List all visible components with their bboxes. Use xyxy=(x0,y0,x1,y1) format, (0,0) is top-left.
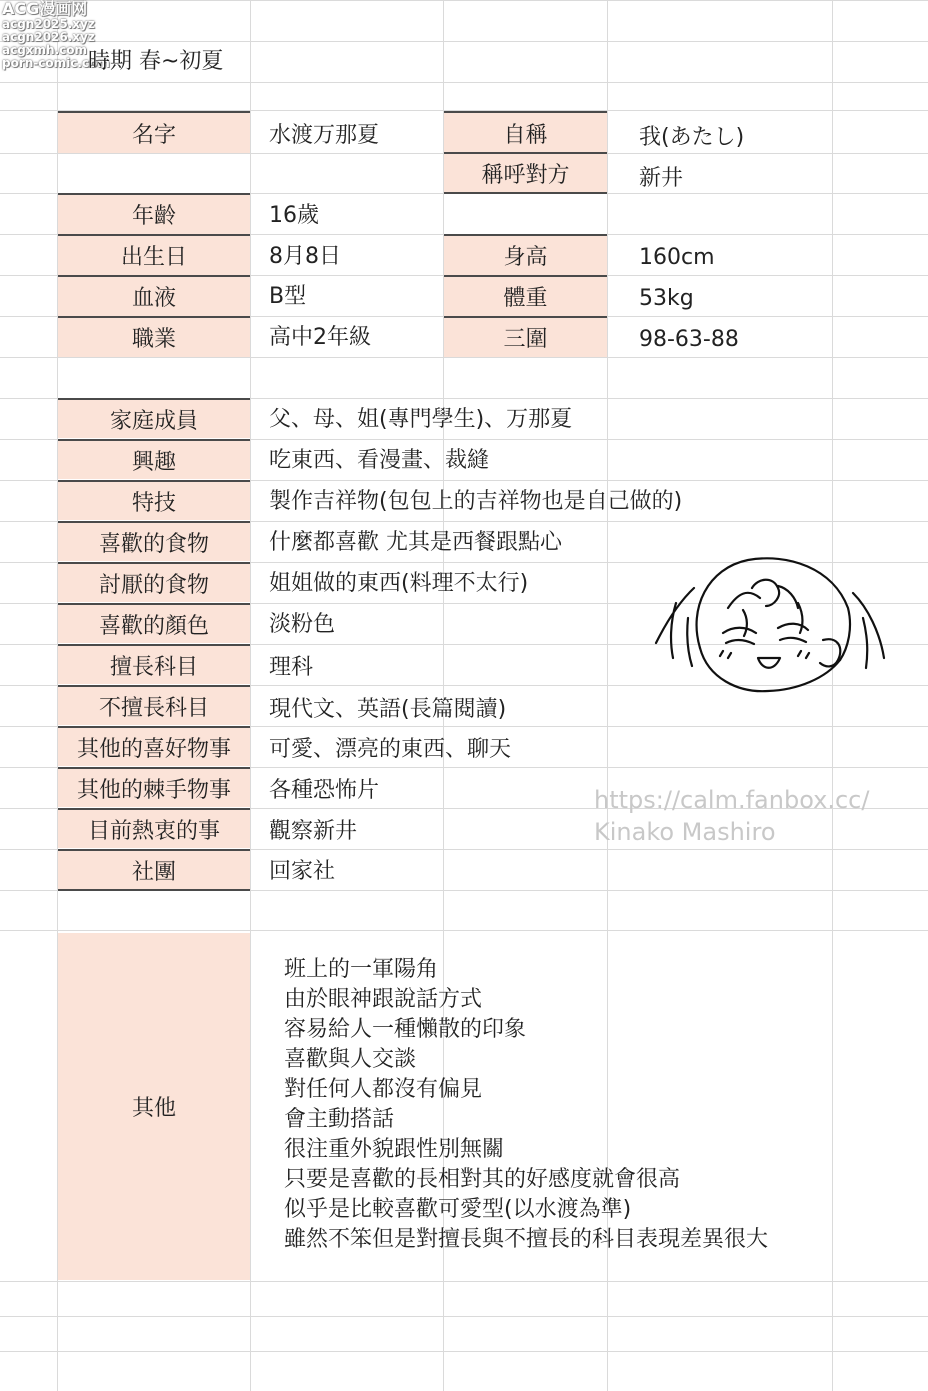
measurements-value: 98-63-88 xyxy=(639,327,739,352)
watermark-line: acgn2026.xyz xyxy=(2,30,95,44)
row-underline xyxy=(58,562,250,564)
other-note-line: 雖然不笨但是對擅長與不擅長的科目表現差異很大 xyxy=(284,1227,769,1252)
occupation-label: 職業 xyxy=(58,318,250,357)
detail-value: 回家社 xyxy=(269,858,336,884)
detail-value: 吃東西、看漫畫、裁縫 xyxy=(269,447,490,473)
detail-label: 興趣 xyxy=(58,441,250,479)
other-note-line: 只要是喜歡的長相對其的好感度就會很高 xyxy=(284,1167,681,1192)
other-label: 其他 xyxy=(58,933,250,1280)
row-underline xyxy=(58,398,250,400)
self-reference-value: 我(あたし) xyxy=(639,124,745,150)
birthday-value: 8月8日 xyxy=(269,244,341,269)
row-underline xyxy=(58,767,250,769)
row-underline xyxy=(444,275,607,277)
row-underline xyxy=(444,192,607,194)
row-underline xyxy=(58,644,250,646)
weight-value: 53kg xyxy=(639,286,694,311)
row-underline xyxy=(58,193,250,195)
detail-value: 各種恐怖片 xyxy=(269,777,380,803)
detail-value: 現代文、英語(長篇閱讀) xyxy=(269,696,507,722)
detail-value: 姐姐做的東西(料理不太行) xyxy=(269,570,529,596)
watermark-line: acgxmh.com xyxy=(2,43,88,57)
detail-label: 不擅長科目 xyxy=(58,687,250,725)
row-underline xyxy=(58,808,250,810)
other-note-line: 容易給人一種懶散的印象 xyxy=(284,1017,527,1042)
row-underline xyxy=(58,439,250,441)
row-underline xyxy=(58,685,250,687)
credit-author: Kinako Mashiro xyxy=(594,818,776,846)
detail-value: 製作吉祥物(包包上的吉祥物也是自己做的) xyxy=(269,488,683,514)
detail-label: 喜歡的食物 xyxy=(58,523,250,561)
detail-label: 家庭成員 xyxy=(58,400,250,438)
measurements-label: 三圍 xyxy=(444,318,607,357)
other-note-line: 很注重外貌跟性別無關 xyxy=(284,1137,505,1162)
row-underline xyxy=(58,111,250,113)
self-reference-label: 自稱 xyxy=(444,113,607,153)
row-underline xyxy=(58,889,250,891)
other-note-line: 喜歡與人交談 xyxy=(284,1047,417,1072)
age-value: 16歲 xyxy=(269,203,319,228)
other-notes xyxy=(284,955,768,1255)
credit-url: https://calm.fanbox.cc/ xyxy=(594,786,870,814)
detail-value: 淡粉色 xyxy=(269,611,336,637)
watermark-line: porn-comic.com xyxy=(2,56,110,70)
occupation-value: 高中2年級 xyxy=(269,325,371,350)
detail-label: 目前熱衷的事 xyxy=(58,810,250,848)
detail-label: 其他的喜好物事 xyxy=(58,728,250,766)
blood-type-label: 血液 xyxy=(58,277,250,316)
row-underline xyxy=(444,234,607,236)
row-underline xyxy=(58,275,250,277)
detail-value: 可愛、漂亮的東西、聊天 xyxy=(269,736,512,762)
row-underline xyxy=(58,603,250,605)
row-underline xyxy=(58,726,250,728)
row-underline xyxy=(58,849,250,851)
other-note-line: 班上的一軍陽角 xyxy=(284,957,439,982)
detail-label: 討厭的食物 xyxy=(58,564,250,602)
detail-value: 觀察新井 xyxy=(269,818,358,844)
row-underline xyxy=(444,111,607,113)
detail-value: 父、母、姐(專門學生)、万那夏 xyxy=(269,406,573,432)
row-underline xyxy=(58,316,250,318)
other-note-line: 對任何人都沒有偏見 xyxy=(284,1077,483,1102)
row-underline xyxy=(444,152,607,154)
row-underline xyxy=(58,480,250,482)
detail-value: 什麼都喜歡 尤其是西餐跟點心 xyxy=(269,529,562,555)
height-label: 身高 xyxy=(444,236,607,275)
other-note-line: 似乎是比較喜歡可愛型(以水渡為準) xyxy=(284,1197,632,1222)
row-underline xyxy=(58,521,250,523)
detail-label: 特技 xyxy=(58,482,250,520)
detail-value: 理科 xyxy=(269,654,314,680)
detail-label: 其他的棘手物事 xyxy=(58,769,250,807)
row-underline xyxy=(444,316,607,318)
age-label: 年齡 xyxy=(58,195,250,234)
detail-label: 社團 xyxy=(58,851,250,889)
blood-type-value: B型 xyxy=(269,284,307,309)
weight-label: 體重 xyxy=(444,277,607,316)
address-other-label: 稱呼對方 xyxy=(444,154,607,192)
height-value: 160cm xyxy=(639,245,715,270)
watermark-line: acgn2025.xyz xyxy=(2,17,95,31)
birthday-label: 出生日 xyxy=(58,236,250,275)
name-value: 水渡万那夏 xyxy=(269,122,380,148)
chibi-face-sketch xyxy=(648,548,888,698)
name-label: 名字 xyxy=(58,113,250,153)
watermark-line: ACG漫画网 xyxy=(2,0,88,18)
row-underline xyxy=(58,234,250,236)
period-title: 時期 春~初夏 xyxy=(88,48,224,74)
detail-label: 喜歡的顏色 xyxy=(58,605,250,643)
other-note-line: 由於眼神跟說話方式 xyxy=(284,987,483,1012)
other-note-line: 會主動搭話 xyxy=(284,1107,395,1132)
address-other-value: 新井 xyxy=(639,165,684,191)
detail-label: 擅長科目 xyxy=(58,646,250,684)
